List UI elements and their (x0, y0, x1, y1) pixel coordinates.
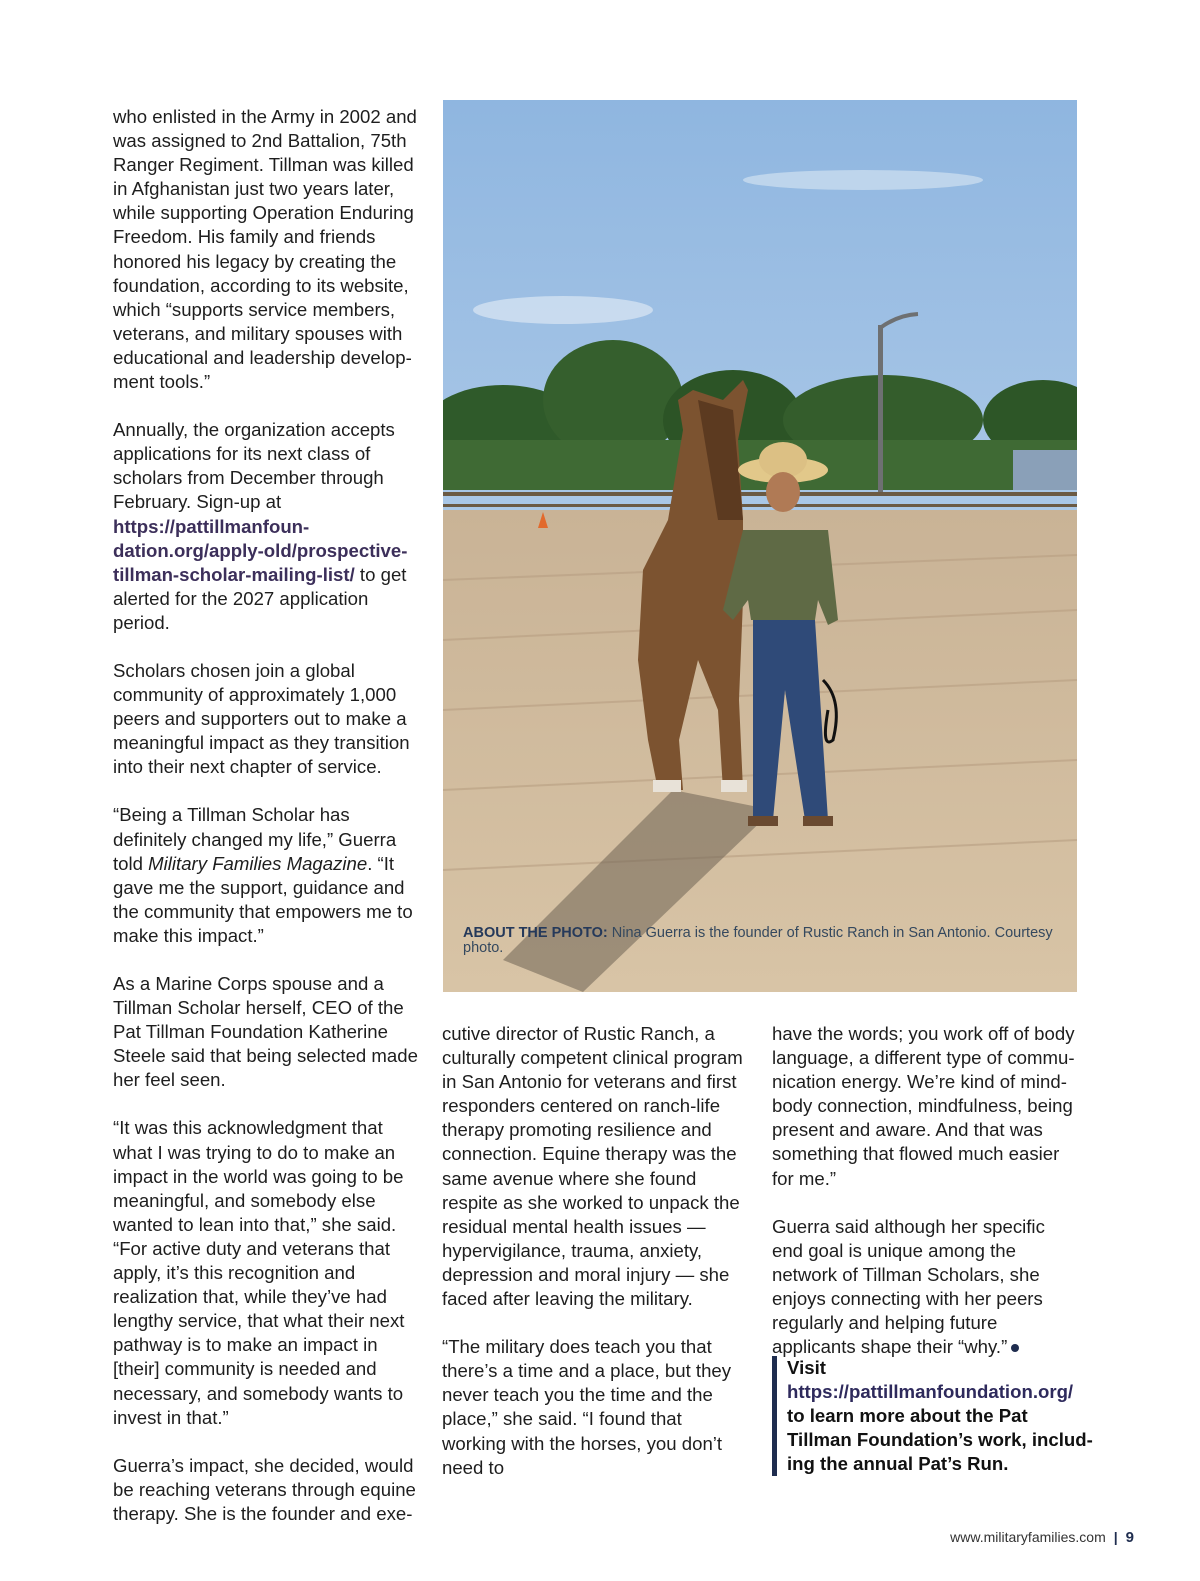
body-text: . “It gave me the support, guidance and the community that empowers me to make this impact.” (113, 852, 413, 946)
photo-horse-and-founder (443, 100, 1077, 992)
body-paragraph: Scholars chosen join a global community of approximately 1,000 peers and supporters out to make a meaningful impact as they transition into their next chapter of service. (113, 659, 410, 778)
caption-label: ABOUT THE PHOTO: (463, 925, 608, 941)
photo-illustration (443, 100, 1077, 992)
page-number: 9 (1125, 1529, 1134, 1546)
body-paragraph: who enlisted in the Army in 2002 and was assigned to 2nd Battalion, 75th Ranger Regiment. Tillman was killed in Afghanistan just two years later, while supporting Operation Enduring Freedom. His family and friends honored his legacy by creating the foundation, according to its website, which “supports service members, veterans, and military spouses with educational and leadership development tools.” (113, 106, 417, 393)
end-mark-icon (1011, 1344, 1019, 1352)
left-column (113, 105, 421, 1550)
magazine-title: Military Families Magazine (148, 852, 368, 874)
footer-site: www.militaryfamilies.com (950, 1529, 1106, 1545)
body-paragraph (113, 418, 421, 635)
middle-column (442, 1022, 748, 1504)
callout-box (772, 1356, 1093, 1476)
body-text: “Being a Tillman Scholar has definitely changed my life,” Guerra told (113, 804, 397, 874)
body-paragraph: “It was this acknowledgment that what I was trying to do to make an impact in the world was going to be meaningful, and somebody else wanted to lean into that,” she said. “For active duty and veterans that apply, it’s this recognition and realization that, while they’ve had lengthy service, that what their next pathway is to make an impact in [their] community is needed and necessary, and somebody wants to invest in that.” (113, 1117, 405, 1428)
right-column (772, 1022, 1078, 1383)
foundation-link[interactable]: https://pattillmanfoundation.org/ (787, 1381, 1074, 1402)
photo-caption (463, 926, 1077, 956)
body-paragraph: As a Marine Corps spouse and a Tillman Scholar herself, CEO of the Pat Tillman Foundation Katherine Steele said that being selected made her feel seen. (113, 973, 418, 1091)
body-paragraph (113, 803, 421, 948)
page-footer (950, 1529, 1134, 1546)
body-text: Annually, the organization accepts applications for its next class of scholars from December through February. Sign-up at (113, 419, 395, 513)
callout-text: to learn more about the Pat Tillman Foundation’s work, including the annual Pat’s Run. (787, 1405, 1093, 1474)
caption-text: Nina Guerra is the founder of Rustic Ranch in San Antonio. Courtesy photo. (463, 925, 1053, 956)
body-paragraph (772, 1215, 1078, 1360)
callout-text: Visit (787, 1357, 826, 1378)
body-paragraph: Guerra’s impact, she decided, would be reaching veterans through equine therapy. She is the founder and exe- (113, 1454, 416, 1524)
footer-separator: | (1113, 1529, 1118, 1545)
body-paragraph: “The military does teach you that there’s a time and a place, but they never teach you the time and the place,” she said. “I found that working with the horses, you don’t need to (442, 1336, 732, 1478)
body-text: Guerra said although her specific end goal is unique among the network of Tillman Scholars, she enjoys connecting with her peers regularly and helping future applicants shape their “why.” (772, 1215, 1045, 1358)
body-paragraph: cutive director of Rustic Ranch, a culturally competent clinical program in San Antonio for veterans and first responders centered on ranch-life therapy promoting resilience and connection. Equine therapy was the same avenue where she found respite as she worked to unpack the residual mental health issues — hypervigilance, trauma, anxiety, depression and moral injury — she faced after leaving the military. (442, 1023, 743, 1310)
body-paragraph: have the words; you work off of body language, a different type of communication energy. We’re kind of mind-body connection, mindfulness, being present and aware. And that was something that flowed much easier for me.” (772, 1023, 1075, 1189)
body-text: to get alerted for the 2027 application period. (113, 563, 407, 633)
mailing-list-link[interactable]: https://pattillmanfoundation.org/apply-old/prospective-tillman-scholar-mailing-list/ (113, 515, 408, 585)
